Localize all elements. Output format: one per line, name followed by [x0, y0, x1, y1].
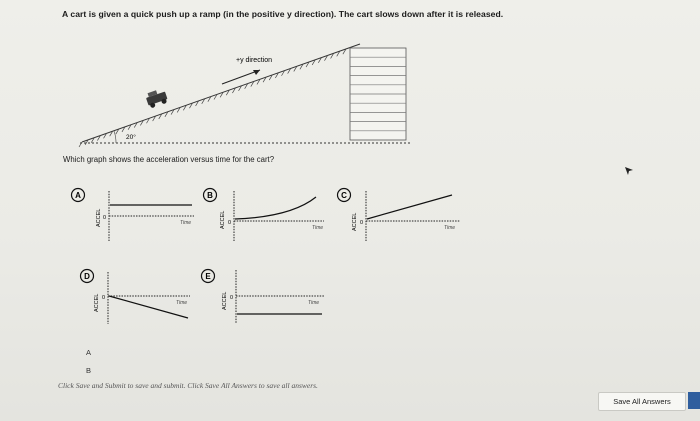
graph-d-zero: 0	[102, 295, 106, 301]
graph-e-letter: E	[205, 272, 211, 281]
graph-c-letter: C	[341, 191, 347, 200]
ramp-surface	[82, 44, 360, 142]
graph-b-xlabel: Time	[312, 225, 324, 231]
ramp-figure	[60, 30, 420, 155]
graph-a-ylabel: ACCEL	[96, 208, 102, 227]
graph-choice-b[interactable]	[196, 185, 331, 247]
graph-choice-c[interactable]	[330, 185, 465, 247]
instructions-text: Click Save and Submit to save and submit. Click Save All Answers to save all answers.	[58, 381, 318, 390]
direction-label: +y direction	[236, 57, 272, 64]
graph-d-ylabel: ACCEL	[94, 293, 100, 312]
graph-b-line	[235, 197, 316, 219]
answer-choice-a[interactable]: A	[86, 348, 92, 357]
graph-choice-e[interactable]	[196, 266, 331, 328]
graph-a-xlabel: Time	[180, 220, 192, 226]
graph-e-zero: 0	[230, 295, 234, 301]
graph-c-ylabel: ACCEL	[352, 212, 358, 231]
ramp-hatching	[79, 49, 346, 147]
graph-c-line	[367, 195, 452, 219]
graph-d-xlabel: Time	[176, 300, 188, 306]
graph-c-zero: 0	[360, 220, 364, 226]
save-all-answers-button[interactable]: Save All Answers	[598, 392, 686, 411]
question-text: A cart is given a quick push up a ramp (in the positive y direction). The cart slows down after it is released.	[62, 9, 504, 19]
mouse-pointer-icon	[624, 166, 634, 176]
graph-b-svg	[196, 185, 331, 247]
graph-a-svg	[64, 185, 199, 247]
cart-icon	[145, 88, 169, 109]
answer-choice-b[interactable]: B	[86, 366, 92, 375]
graph-b-zero: 0	[228, 220, 232, 226]
prompt-text: Which graph shows the acceleration versus time for the cart?	[63, 155, 275, 164]
wall-block	[350, 48, 406, 140]
direction-arrow-icon	[222, 70, 260, 84]
graph-b-letter: B	[207, 191, 213, 200]
graph-choice-a[interactable]	[64, 185, 199, 247]
save-and-submit-button-edge[interactable]	[688, 392, 700, 409]
graph-choice-d[interactable]	[78, 266, 213, 328]
graph-b-ylabel: ACCEL	[220, 210, 226, 229]
graph-c-xlabel: Time	[444, 225, 456, 231]
graph-a-zero: 0	[103, 215, 107, 221]
graph-d-letter: D	[84, 272, 90, 281]
graph-d-svg	[78, 266, 213, 328]
angle-label: 20°	[126, 134, 136, 141]
graph-c-svg	[330, 185, 465, 247]
graph-e-xlabel: Time	[308, 300, 320, 306]
graph-e-svg	[196, 266, 331, 328]
graph-a-letter: A	[75, 191, 81, 200]
graph-e-ylabel: ACCEL	[222, 291, 228, 310]
angle-arc	[114, 131, 116, 143]
